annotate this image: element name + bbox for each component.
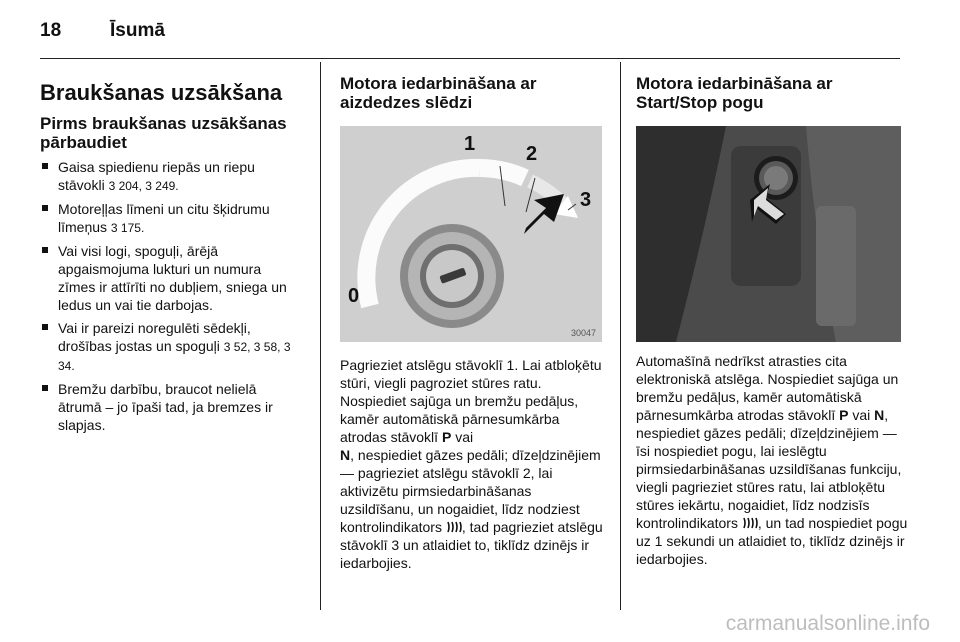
watermark: carmanualsonline.info — [725, 612, 930, 635]
page-reference[interactable]: 3 204, 3 249. — [108, 179, 179, 193]
checklist-item — [40, 380, 302, 434]
gear-p: P — [839, 407, 849, 423]
header-divider — [40, 58, 900, 59]
checklist-item — [40, 319, 302, 375]
instruction-text: Pagrieziet atslēgu stāvoklī 1. Lai atbloķētu stūri, viegli pagroziet stūres ratu. Nospiediet sajūga un bremžu pedāļus, kamēr automātiskā pārnesumkārba atrodas stāvoklī — [340, 357, 602, 445]
instruction-text: , tad pagrieziet atslēgu stāvoklī 3 un atlaidiet to, tiklīdz dzinējs ir iedarbojies. — [340, 519, 603, 571]
bullet-square-icon — [42, 385, 48, 391]
start-stop-heading: Motora iedarbināšana ar Start/Stop pogu — [636, 74, 833, 112]
checklist-item — [40, 242, 302, 314]
page-number: 18 — [40, 20, 62, 41]
instruction-text: vai — [455, 429, 474, 445]
position-1-label: 1 — [464, 133, 476, 155]
checklist-item-text: Motoreļļas līmeni un citu šķidrumu līmeņus — [58, 201, 270, 235]
column-divider — [620, 62, 621, 610]
checklist-item — [40, 158, 302, 195]
instruction-text: , un tad nospiediet pogu uz 1 sekundi un atlaidiet to, tiklīdz dzinējs ir iedarbojies. — [636, 515, 908, 567]
checklist-item — [40, 200, 302, 237]
page-reference[interactable]: 3 52, 3 58, 3 34. — [58, 340, 291, 373]
checklist-item-text: Bremžu darbību, braucot nelielā ātrumā – jo īpaši tad, ja bremzes ir slapjas. — [58, 381, 273, 433]
page-reference[interactable]: 3 175. — [110, 221, 145, 235]
ignition-switch-heading: Motora iedarbināšana ar aizdedzes slēdzi — [340, 74, 537, 112]
bullet-square-icon — [42, 324, 48, 330]
instruction-text: , nespiediet gāzes pedāli; dīzeļdzinējiem — pagrieziet atslēgu stāvoklī 2, lai aktivizētu pirmsiedarbināšanas uzsildīšanu, un nogaidiet, līdz nodziest kontrolindikators — [340, 447, 601, 535]
bullet-square-icon — [42, 163, 48, 169]
checklist-heading: Pirms braukšanas uzsākšanas pārbaudiet — [40, 114, 287, 152]
column-2 — [340, 62, 605, 572]
checklist-item-text: Vai visi logi, spoguļi, ārējā apgaismojuma lukturi un numura zīmes ir attīrīti no dubļiem, sniega un ledus un vai tie darbojas. — [58, 243, 287, 313]
gear-n: N — [340, 447, 351, 463]
position-3-label: 3 — [580, 189, 592, 211]
instruction-text: , nespiediet gāzes pedāli; dīzeļdzinējiem — īsi nospiediet pogu, lai ieslēgtu pirmsiedarbināšanas uzsildīšanas funkciju, viegli pagrieziet stūres ratu, lai atbloķētu stūres iekārtu, nogaidiet, līdz nodzisīs kontrolindikators — [636, 407, 902, 531]
section-title: Īsumā — [110, 20, 165, 41]
column-1 — [40, 62, 302, 439]
ignition-switch-figure — [340, 126, 602, 342]
bullet-square-icon — [42, 247, 48, 253]
figure-id: 30047 — [570, 328, 596, 338]
column-divider — [320, 62, 321, 610]
checklist — [40, 158, 302, 434]
start-stop-figure — [636, 126, 901, 342]
ignition-switch-illustration — [340, 126, 602, 342]
glow-plug-icon — [742, 516, 758, 530]
checklist-item-text: Gaisa spiedienu riepās un riepu stāvokli — [58, 159, 255, 193]
glow-plug-icon — [446, 520, 462, 534]
start-stop-instructions — [636, 352, 908, 568]
checklist-item-text: Vai ir pareizi noregulēti sēdekļi, drošības jostas un spoguļi — [58, 320, 251, 354]
main-heading: Braukšanas uzsākšana — [40, 80, 283, 105]
start-stop-button-photo — [636, 126, 901, 342]
gear-p: P — [441, 429, 452, 445]
position-0-label: 0 — [348, 285, 360, 307]
bullet-square-icon — [42, 205, 48, 211]
ignition-instructions — [340, 356, 605, 572]
instruction-text: Automašīnā nedrīkst atrasties cita elektroniskā atslēga. Nospiediet sajūga un bremžu pedāļus, kamēr automātiskā pārnesumkārba atrodas stāvoklī — [636, 353, 899, 423]
column-3 — [636, 62, 908, 568]
gear-n: N — [874, 407, 885, 423]
instruction-text: vai — [852, 407, 871, 423]
position-2-label: 2 — [526, 143, 538, 165]
